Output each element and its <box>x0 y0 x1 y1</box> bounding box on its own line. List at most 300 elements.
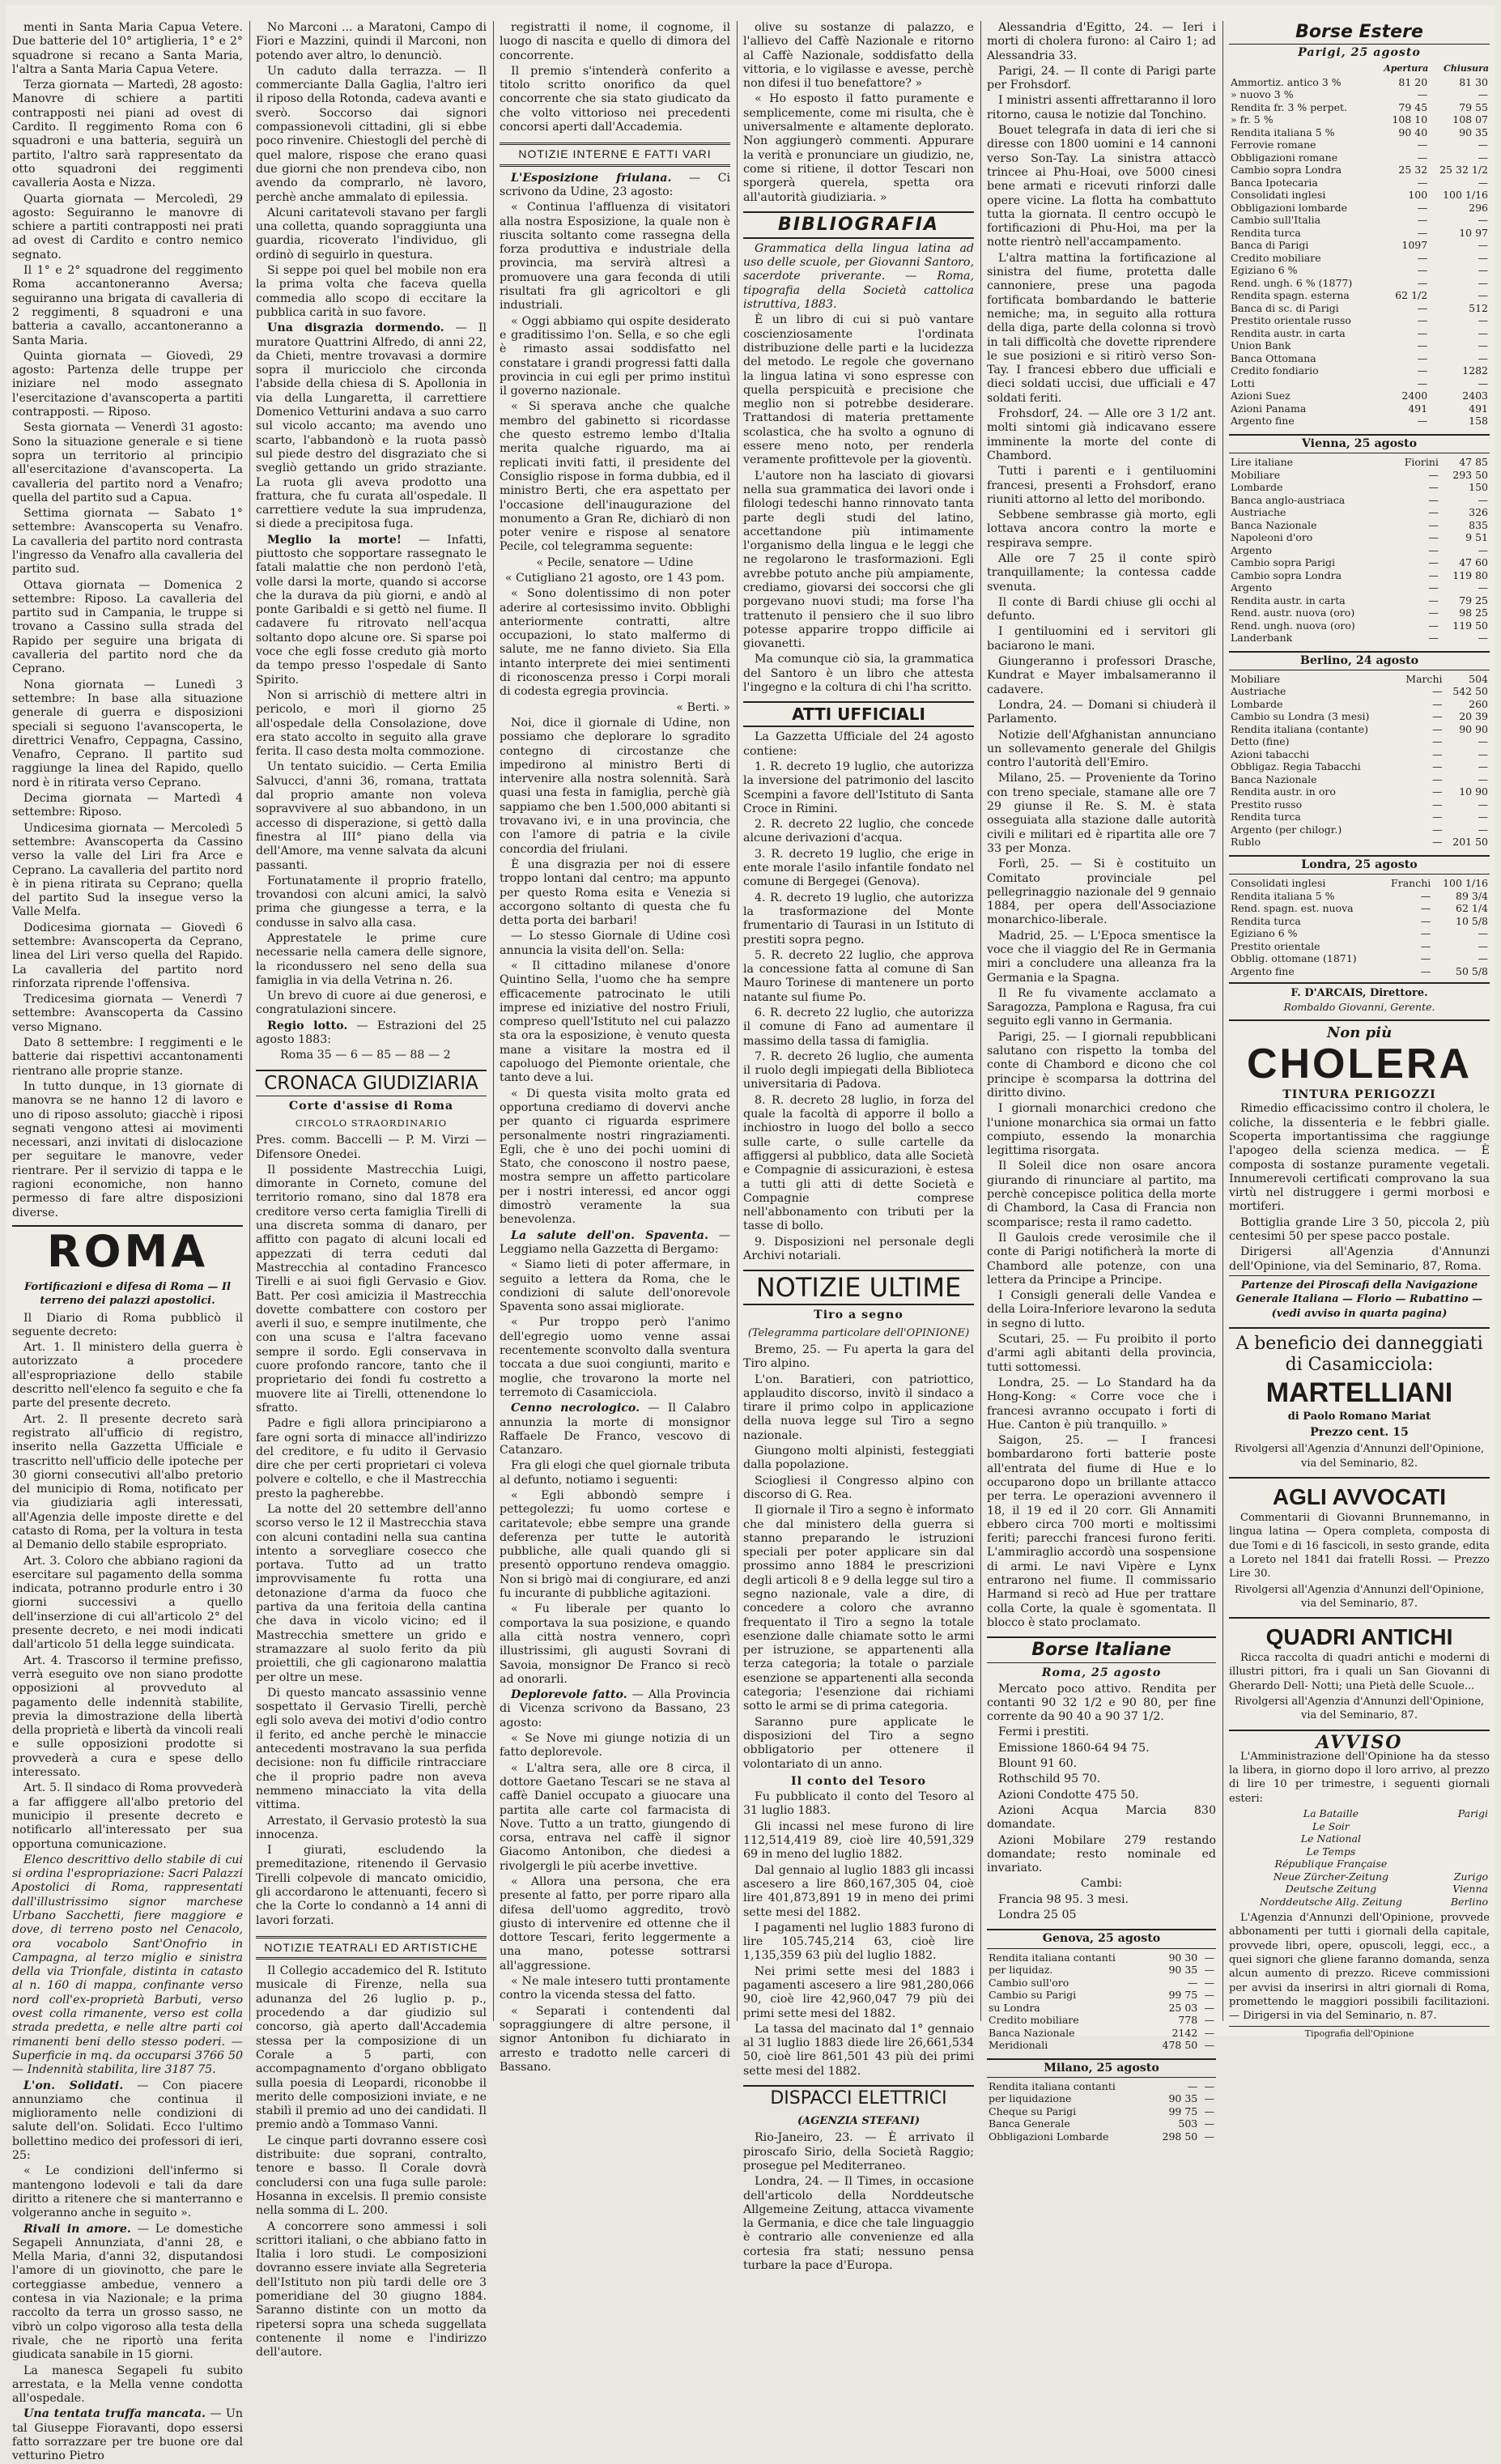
paragraph: Milano, 25. — Proveniente da Torino con treno speciale, stamane alle ore 7 29 giunse il Re. S. M. è stata osseguiata alla stazione dalle autorità civili e militari ed è ripartita alle ore 7 33 per Monza. <box>987 772 1216 855</box>
quote-label: Banca di Parigi <box>1231 239 1309 252</box>
quote-row <box>987 1951 1216 1964</box>
quote-row <box>987 2080 1216 2093</box>
quote-value: — <box>1420 889 1431 902</box>
quote-row <box>1229 735 1490 748</box>
market-city: Londra, 25 agosto <box>1229 855 1490 875</box>
quote-label: Obbligaz. Regia Tabacchi <box>1231 760 1361 773</box>
quote-row <box>1229 164 1490 177</box>
news-item <box>500 172 730 200</box>
telegram-date: « Cutigliano 21 agosto, ore 1 43 pom. <box>504 571 725 585</box>
ad-headline: QUADRI ANTICHI <box>1265 1624 1453 1650</box>
quote-row <box>1229 456 1490 469</box>
quote-value: 90 90 <box>1459 722 1488 735</box>
article-title: Il conto del Tesoro <box>791 1774 926 1788</box>
ad-body: Ricca raccolta di quadri antichi e moderni di illustri pittori, fra i quali un San Giovanni di Gherardo Dell- Notti; una Pietà delle Scuole... <box>1229 1652 1490 1692</box>
paragraph: « Continua l'affluenza di visitatori alla nostra Esposizione, la quale non è riuscita soltanto come rassegna della forza produttiva e industriale della provincia, ma servirà altresì a promuovere una gara feconda di utili risultati fra gli agricoltori e gli industriali. <box>500 201 730 313</box>
quote-row <box>1229 289 1490 302</box>
ad-body: Commentarii di Giovanni Brunnemanno, in lingua latina — Opera completa, composta di due Tomi e di 16 fascicoli, in sesto grande, edita a Loreto nel 1841 dai fratelli Rossi. — Prezzo Lire 30. <box>1229 1512 1490 1581</box>
quote-value: — <box>1428 632 1439 645</box>
paragraph: Rio-Janeiro, 23. — È arrivato il piroscafo Sirio, della Società Raggio; prosegue pel Mediterraneo. <box>743 2131 974 2172</box>
quote-value: 89 3/4 <box>1456 889 1488 902</box>
quote-value: — <box>1204 2026 1214 2039</box>
quote-label: Lombarde <box>1231 697 1283 710</box>
news-body: — Leggiamo nella Gazzetta di Bergamo: <box>500 1228 730 1256</box>
quote-row <box>1229 890 1490 903</box>
quote-value: — <box>1417 314 1428 327</box>
quote-label: Detto (fine) <box>1231 735 1290 748</box>
paragraph: Fortunatamente il proprio fratello, trovandosi con alcuni amici, la salvò prima che giungesse a terra, e la condusse in salvo alla casa. <box>256 874 487 930</box>
paragraph: « Ho esposto il fatto puramente e semplicemente, come mi risulta, che è universalmente e altamente deplorato. Non aggiungerò commenti. Appurare la verità e pronunciare un giudizio, ne, come si ritiene, il dottor Tescari non sporgerà querela, spetta ora all'autorità giudiziaria. » <box>743 92 974 204</box>
quote-value: — <box>1478 351 1488 364</box>
quote-value: — <box>1417 351 1428 364</box>
quote-value: 296 <box>1469 201 1488 214</box>
quote-row <box>1229 965 1490 978</box>
quote-label: Rendita italiana contanti <box>989 1951 1116 1964</box>
paragraph: Un caduto dalla terrazza. — Il commerciante Dalla Gaglia, l'altro ieri il riposo della Rotonda, cadeva avanti e sverò. Soccorso dai signori compassionevoli cittadini, gli si ebbe poco rinvenire. Chiestogli del perchè di quel malore, rispose che erano quasi due giorni che non prendeva cibo, non avendo da comprarlo, nè lavoro, perchè anche ammalato di epilessia. <box>256 64 487 204</box>
quote-value: — <box>1432 747 1443 760</box>
paragraph: Notizie dell'Afghanistan annunciano un sollevamento generale del Ghilgis contro l'autorità dell'Emiro. <box>987 728 1216 770</box>
quote-value: — <box>1432 697 1443 710</box>
quote-value: — <box>1204 1976 1214 1989</box>
lotto-numbers: Roma 35 — 6 — 85 — 88 — 2 <box>280 1049 451 1062</box>
quote-value: — <box>1432 685 1443 698</box>
paragraph: Sciogliesi il Congresso alpino con discorso di G. Rea. <box>743 1474 974 1501</box>
quote-value: 100 1/16 <box>1443 877 1488 890</box>
quote-value: — <box>1420 927 1431 940</box>
quote-value: 50 5/8 <box>1456 964 1488 977</box>
quote-row <box>987 1977 1216 1989</box>
news-body: — Infatti, piuttosto che sopportare rassegnato le fatali malattie che non perdonò l'età, volle darsi la morte, quando si accorse che la durava da più giorni, e andò al ponte Garibaldi e si gettò nel fiume. Il cadavere fu ritrovato nell'acqua soltanto dopo alcune ore. Si sparse poi voce che egli fosse creduto già morto da tempo presso l'ospedale di Santo Spirito. <box>256 533 487 687</box>
quote-row <box>1229 469 1490 482</box>
column-1 <box>12 21 244 2463</box>
ad-notice: Partenze dei Piroscafi della Navigazione Generale Italiana — Florio — Rubattino — (vedi avviso in quarta pagina) <box>1229 1275 1490 1321</box>
quote-row <box>1229 544 1490 557</box>
quote-label: République Française <box>1274 1858 1388 1870</box>
paragraph: « Le condizioni dell'infermo si mantengono lodevoli e tali da dare diritto a ritenere che si manterranno e volgeranno anche in seguito ». <box>12 2164 243 2220</box>
quote-value: 90 40 <box>1398 126 1428 138</box>
quote-row <box>1229 811 1490 823</box>
quote-value <box>1433 1820 1490 1833</box>
paragraph: « Allora una persona, che era presente al fatto, per porre riparo alla difesa dell'uomo aggredito, trovò giusto di intervenire ed ottenne che il dottore Tescari, ferito leggermente a una mano, potesse sottrarsi all'aggressione. <box>500 1875 730 1972</box>
quote-row <box>987 2002 1216 2015</box>
market-city: Roma, 25 agosto <box>1041 1666 1162 1680</box>
quote-value: — <box>1204 2039 1214 2052</box>
paragraph: 8. R. decreto 28 luglio, in forza del quale la facoltà di apporre il bollo a inchiostro in luogo del bollo a secco sulle carte, o sulle cartelle da affiggersi al pubblico, data alle Società e Compagnie di assicurazioni, è estesa a tutti gli atti di dette Società e Compagnie comprese nell'abbonamento con tributi per la tasse di bollo. <box>743 1093 974 1233</box>
quote-value: 90 35 <box>1459 126 1488 138</box>
ad-headline: AGLI AVVOCATI <box>1272 1484 1447 1510</box>
paper-row <box>1229 1820 1490 1833</box>
quote-value: 62 1/4 <box>1456 902 1488 915</box>
quote-value: — <box>1417 251 1428 264</box>
news-body: — Un tal Giuseppe Fioravanti, dopo essersi fatto sorrazzare per tre buone ore dal vetturino Pietro <box>12 2407 243 2463</box>
quote-value: 90 35 <box>1168 1964 1198 1977</box>
quote-value: — <box>1428 568 1439 581</box>
quote-value: 108 07 <box>1452 113 1488 126</box>
quote-value: Zurigo <box>1453 1870 1488 1883</box>
ad-body: L'Agenzia d'Annunzi dell'Opinione, provvede abbonamenti per tutti i giornali della capitale, provvede libri, opere, opuscoli, leggi, ecc., a quei signori che gliene faranno domanda, senza alcun aumento di prezzo. Riceve commissioni per avvisi da inserirsi in altri giornali di Roma, promettendo le maggiori possibili facilitazioni. — Dirigersi in via del Seminario, n. 87. <box>1229 1912 1490 2023</box>
quote-label: Rend. spagn. est. nuova <box>1231 902 1354 915</box>
quote-row <box>1229 227 1490 240</box>
article-subtitle: (Telegramma particolare dell'OPINIONE) <box>747 1326 970 1339</box>
paper-row <box>1229 1896 1490 1909</box>
column-6 <box>1229 21 1490 2040</box>
quote-value: — <box>1428 594 1439 606</box>
quote-label: Ferrovie romane <box>1231 138 1316 151</box>
quote-label: » nuovo 3 % <box>1231 88 1294 101</box>
ad-avviso <box>1229 1730 1490 2046</box>
ad-contact: Rivolgersi all'Agenzia d'Annunzi dell'Opinione, via del Seminario, 82. <box>1234 1443 1485 1470</box>
court-session: CIRCOLO STRAORDINARIO <box>295 1117 448 1129</box>
news-heading: L'Esposizione friulana. <box>511 171 672 185</box>
quote-value: — <box>1478 493 1488 506</box>
section-title-notizie: NOTIZIE INTERNE E FATTI VARI <box>500 143 730 166</box>
market-city: Parigi, 25 agosto <box>1298 46 1421 59</box>
quote-label: Le National <box>1300 1832 1361 1845</box>
quote-row <box>1229 364 1490 377</box>
quote-value: 491 <box>1469 402 1488 415</box>
quote-label: Obbligazioni lombarde <box>1231 201 1348 214</box>
quote-value: — <box>1432 722 1443 735</box>
quote-value: — <box>1432 811 1443 823</box>
paper-row <box>1229 1870 1490 1883</box>
quote-value: — <box>1478 377 1488 389</box>
quote-value: — <box>1420 902 1431 915</box>
paper-row <box>1229 1858 1490 1870</box>
paragraph: È una disgrazia per noi di essere troppo lontani dal centro; ma appunto per questo Roma esita e Venezia si accorgono soltanto di questa che fu detta porta dei barbari! <box>500 858 730 928</box>
quote-label: per liquidaz. <box>989 1964 1053 1977</box>
quote-value: — <box>1478 927 1488 940</box>
table-header: Apertura <box>1384 63 1429 74</box>
paragraph: Sesta giornata — Venerdì 31 agosto: Sono la situazione generale e si tiene sopra un territorio al principio all'esercitazione d'avanscoperta. La cavalleria del partito nord a Venafro; quella del partito sud a Capua. <box>12 421 243 504</box>
exchange-label: Cambi: <box>1080 1877 1123 1891</box>
quote-value: 512 <box>1469 301 1488 314</box>
quote-label: Obbligazioni romane <box>1231 151 1338 164</box>
quote-row <box>1229 481 1490 494</box>
quote-value: — <box>1204 2104 1214 2117</box>
quote-value: — <box>1417 326 1428 339</box>
paragraph: Undicesima giornata — Mercoledì 5 settembre: Avanscoperta da Cassino verso la valle del Liri fra Arce e Ceprano. La cavalleria del partito nord è in piena ritirata su Ceprano; quella del partito Sud la insegue verso la Valle Melfa. <box>12 821 243 919</box>
quote-label: La Bataille <box>1303 1807 1359 1820</box>
quote-value: — <box>1478 214 1488 227</box>
quote-row <box>1229 902 1490 915</box>
quote-value: — <box>1478 543 1488 556</box>
quote-value: — <box>1432 798 1443 811</box>
quote-value: 2142 <box>1171 2026 1198 2039</box>
ad-headline: CHOLERA <box>1246 1040 1473 1088</box>
quote-value: — <box>1417 276 1428 289</box>
quote-row <box>1229 952 1490 965</box>
paragraph: Dato 8 settembre: I reggimenti e le batterie dai rispettivi accantonamenti rientrano alle proprie stanze. <box>12 1036 243 1078</box>
paragraph: Ma comunque ciò sia, la grammatica del Santoro è un libro che attesta l'ingegno e la coltura di chi l'ha scritto. <box>743 653 974 695</box>
news-item <box>500 1402 730 1458</box>
quote-label: su Londra <box>989 2001 1040 2014</box>
quote-label: Rendita italiana contanti <box>989 2079 1116 2092</box>
paragraph: Tredicesima giornata — Venerdì 7 settembre: Avanscoperta da Cassino verso Mignano. <box>12 993 243 1034</box>
quote-row <box>987 2117 1216 2130</box>
quote-value: — <box>1204 2014 1214 2027</box>
news-heading: Meglio la morte! <box>267 533 402 547</box>
quote-label: Rend. ungh. nuova (oro) <box>1231 619 1355 632</box>
quote-value <box>1433 1858 1490 1870</box>
paragraph: È un libro di cui si può vantare coscienziosamente l'ordinata distribuzione delle parti e la lucidezza del metodo. Le regole che governano la lingua latina vi sono espresse con quella perspicuità e precisione che meglio non si potrebbe desiderare. Trattandosi di materia prettamente scolastica, che ha svolto a ognuno di essere meno noto, per renderla veramente profittevole per la gioventù. <box>743 313 974 467</box>
quote-value: 99 75 <box>1168 1989 1198 2002</box>
quote-row <box>1229 314 1490 327</box>
paragraph: Il premio s'intenderà conferito a titolo scritto onorifico da quel concorrente che sia stato giudicato da che volto vittorioso nei precedenti concorsi aperti dall'Accademia. <box>500 64 730 134</box>
quote-value <box>1433 1832 1490 1845</box>
market-city: Genova, 25 agosto <box>987 1929 1216 1948</box>
quote-value: — <box>1478 811 1488 823</box>
quote-value: — <box>1478 176 1488 189</box>
quote-value: 542 50 <box>1452 685 1488 698</box>
quote-row <box>1229 214 1490 227</box>
quote-row <box>1229 302 1490 315</box>
news-heading: Deplorevole fatto. <box>511 1688 627 1702</box>
quote-label: Argento <box>1231 543 1273 556</box>
quote-value: 90 30 <box>1168 1951 1198 1964</box>
paragraph: Dodicesima giornata — Giovedì 6 settembre: Avanscoperta da Ceprano, linea del Liri verso quella del Rapido. La cavalleria del partito nord rinforzata riprende l'offensiva. <box>12 921 243 990</box>
quote-label: Prestito orientale russo <box>1231 314 1351 327</box>
printer-line: Tipografia dell'Opinione <box>1229 2026 1490 2041</box>
market-city: Vienna, 25 agosto <box>1229 434 1490 453</box>
paragraph: Il Re fu vivamente acclamato a Saragozza, Pamplona e Ragusa, fra cui seguito egli vanno in Germania. <box>987 986 1216 1028</box>
quote-value: — <box>1428 531 1439 544</box>
quote-row <box>1229 748 1490 761</box>
quote-row <box>1229 113 1490 126</box>
paragraph: Art. 5. Il sindaco di Roma provvederà a far affiggere all'albo pretorio del municipio il presente decreto e notificarlo all'interessato per sua opportuna comunicazione. <box>12 1781 243 1851</box>
paragraph: Rothschild 95 70. <box>998 1772 1101 1786</box>
paragraph: Saigon, 25. — I francesi bombardarono forti batterie poste all'entrata del fiume di Hue e lo occuparono dopo un brillante attacco per terra. Le operazioni avvennero il 18, il 19 ed il 20 corr. Gli Annamiti ebbero circa 700 morti e moltissimi feriti; parecchi francesi furono feriti. L'ammiraglio accordò una sospensione di armi. Le navi Vipère e Lynx entrarono nel fiume. Il commissario Harmand si recò ad Hue per trattare colla Corte, la quale è sgomentata. Il blocco è stato proclamato. <box>987 1434 1216 1629</box>
paragraph: Fermi i prestiti. <box>998 1726 1090 1739</box>
quote-value: 1282 <box>1462 364 1488 377</box>
quote-value: 478 50 <box>1162 2039 1198 2052</box>
quote-value: — <box>1204 1964 1214 1977</box>
ad-cholera <box>1229 1019 1490 1327</box>
quote-row <box>1229 569 1490 582</box>
quote-value: — <box>1428 468 1439 481</box>
paragraph: « Di questa visita molto grata ed opportuna crediamo di dovervi anche per quanto ci riguarda esprimere personalmente nostri ringraziamenti. Egli, che è uno dei pochi uomini di Stato, che conoscono il nostro paese, mostra sempre un affetto particolare per i nostri interessi, ed ancor oggi dimostrò veramente la sua benevolenza. <box>500 1087 730 1227</box>
quote-value: — <box>1204 2117 1214 2130</box>
quote-value: — <box>1478 239 1488 252</box>
quote-value: — <box>1478 760 1488 773</box>
quote-row <box>1229 710 1490 723</box>
quote-value: — <box>1420 914 1431 927</box>
section-title-ultime: NOTIZIE ULTIME <box>743 1270 974 1305</box>
quote-value: — <box>1478 339 1488 352</box>
quote-value: — <box>1478 747 1488 760</box>
paragraph: Londra, 24. — Il Times, in occasione dell'articolo della Norddeutsche Allgemeine Zeitung, attacca vivamente la Germania, e dice che tale linguaggio è contrario alle convenienze ed alla cortesia fra stati; nessuno pensa turbare la pace d'Europa. <box>743 2175 974 2273</box>
quote-label: Cheque su Parigi <box>989 2104 1077 2117</box>
paragraph: Alcuni caritatevoli stavano per fargli una colletta, quando sopraggiunta una guardia, ricoverato l'individuo, gli ordinò di seguirlo in questura. <box>256 206 487 262</box>
quote-value: 47 60 <box>1459 556 1488 569</box>
news-item <box>12 2079 243 2164</box>
paragraph: Un brevo di cuore ai due generosi, e congratulazioni sincere. <box>256 989 487 1017</box>
column-rule <box>737 21 738 2021</box>
paragraph: Il Gaulois crede verosimile che il conte di Parigi notificherà la morte di Chambord alle potenze, con una lettera da Principe a Principe. <box>987 1231 1216 1287</box>
quote-value: — <box>1432 772 1443 785</box>
quote-row <box>1229 352 1490 365</box>
news-heading: Cenno necrologico. <box>511 1402 640 1415</box>
quote-value: 100 <box>1408 189 1428 202</box>
news-item <box>12 2223 243 2363</box>
paragraph: « Si sperava anche che qualche membro del gabinetto si ricordasse che questo estremo lembo d'Italia merita qualche riguardo, ma ai replicati inviti fatti, il presidente del Consiglio rispose in forma dubbia, ed il ministro Berti, che era aspettato per l'occasione dell'inaugurazione del monumento a Gran Re, dichiarò di non poter venire e rispose al senatore Pecile, col telegramma seguente: <box>500 400 730 554</box>
quote-value: Parigi <box>1457 1807 1488 1820</box>
quote-label: Consolidati inglesi <box>1231 877 1326 890</box>
paragraph: 5. R. decreto 22 luglio, che approva la concessione fatta al comune di San Mauro Torinese di mantenere un porto natante sul fiume Po. <box>743 948 974 1004</box>
news-body: — Alla Provincia di Vicenza scrivono da Bassano, 23 agosto: <box>500 1688 730 1730</box>
quote-label: per liquidazione <box>989 2092 1072 2105</box>
paper-row <box>1229 1807 1490 1820</box>
quote-label: Banca anglo-austriaca <box>1231 493 1346 506</box>
quote-value: 47 85 <box>1459 456 1488 469</box>
quote-value: 108 10 <box>1392 113 1428 126</box>
section-title-atti: ATTI UFFICIALI <box>743 701 974 727</box>
paragraph: Azioni Acqua Marcia 830 domandate. <box>987 1803 1216 1832</box>
quote-row <box>1229 101 1490 114</box>
quote-value: — <box>1478 735 1488 748</box>
quote-value: — <box>1478 289 1488 302</box>
paragraph: Fu pubblicato il conto del Tesoro al 31 luglio 1883. <box>743 1790 974 1818</box>
quote-value: — <box>1478 314 1488 327</box>
paragraph: Londra, 25. — Lo Standard ha da Hong-Kong: « Corre voce che i francesi avranno occupato i forti di Hue. Canton è più tranquillo. » <box>987 1376 1216 1432</box>
genova-quotes-table <box>987 1951 1216 2052</box>
quote-row <box>1229 88 1490 101</box>
quote-value: — <box>1478 276 1488 289</box>
quote-value: — <box>1478 88 1488 101</box>
paragraph: « Oggi abbiamo qui ospite desiderato e graditissimo l'on. Sella, e so che egli è rimasto assai soddisfatto nel constatare i grandi progressi fatti dalla provincia in cui egli per primo instituì il governo nazionale. <box>500 314 730 398</box>
news-body: — Ci scrivono da Udine, 23 agosto: <box>500 171 730 198</box>
quote-row <box>1229 915 1490 928</box>
quote-row <box>987 2130 1216 2143</box>
quote-value: 81 20 <box>1398 75 1428 88</box>
paragraph: Alle ore 7 25 il conte spirò tranquillamente; la contessa cadde svenuta. <box>987 551 1216 594</box>
quote-value: — <box>1478 952 1488 965</box>
quote-row <box>1229 594 1490 607</box>
news-heading: Una tentata truffa mancata. <box>23 2407 206 2421</box>
quote-value: — <box>1432 823 1443 836</box>
paragraph: Di questo mancato assassinio venne sospettato il Gervasio Tirelli, perchè egli solo aveva dei motivi d'odio contro il ferito, ed anche perchè le minaccie antecedenti mostravano la sua perfida decisione: non fu difficile rintracciare che il proprio padre non aveva nemmeno minacciato la vita della vittima. <box>256 1686 487 1812</box>
quote-value: 260 <box>1469 697 1488 710</box>
quote-label: Cambio su Parigi <box>989 1989 1077 2002</box>
milano-quotes-table <box>987 2080 1216 2143</box>
quote-value: 10 90 <box>1459 785 1488 798</box>
ad-price: Prezzo cent. 15 <box>1310 1426 1409 1440</box>
paragraph: In tutto dunque, in 13 giornate di manovra se ne hanno 12 di lavoro e uno di riposo assoluto; giacchè i riposi segnati vengono attesi ai movimenti necessari, anzi invitati di dislocazione per seguitare le manovre, veder rientrare. Per il servizio di tappa e le ragioni economiche, non hanno permesso di fare altre disposizioni diverse. <box>12 1079 243 1219</box>
paragraph: menti in Santa Maria Capua Vetere. Due batterie del 10° artiglieria, 1° e 2° squadrone si recano a Santa Maria, l'altra a Santa Maria Capua Vetere. <box>12 21 243 76</box>
quote-label: Rendita turca <box>1231 811 1301 823</box>
quote-value: — <box>1204 1951 1214 1964</box>
paragraph: L'altra mattina la fortificazione al sinistra del fiume, protetta dalle cannoniere, prese una pagoda fortificata bombardando le batterie nemiche; ma, in seguito alla rottura della diga, parte della colonna si trovò in tali difficoltà che dovette riprendere le sue posizioni e si ritirò verso Son-Tay. I francesi ebbero due ufficiali e dieci soldati uccisi, due ufficiali e 47 soldati feriti. <box>987 251 1216 405</box>
signature: « Berti. » <box>676 700 730 714</box>
quote-value: — <box>1204 2001 1214 2014</box>
quote-value: — <box>1428 543 1439 556</box>
paragraph: Dal gennaio al luglio 1883 gli incassi ascesero a lire 860,167,305 04, cioè lire 401,873,891 19 in meno dei primi sette mesi del 1882. <box>743 1863 974 1919</box>
section-title-dispacci: DISPACCI ELETTRICI <box>743 2085 974 2111</box>
ad-kicker: A beneficio dei danneggiati di Casamicciola: <box>1235 1333 1483 1375</box>
quote-row <box>1229 723 1490 736</box>
quote-value: 119 80 <box>1452 568 1488 581</box>
quote-value: — <box>1478 326 1488 339</box>
paper-row <box>1229 1832 1490 1845</box>
paragraph: Un tentato suicidio. — Certa Emilia Salvucci, d'anni 36, romana, trattata dal proprio amante non voleva sopravvivere al suo abbandono, in un accesso di disperazione, si gettò dalla finestra al III° piano della via dell'Amore, ma venne salvata da alcuni passanti. <box>256 760 487 872</box>
paragraph: Emissione 1860-64 94 75. <box>998 1741 1150 1755</box>
quote-label: Credito mobiliare <box>989 2014 1079 2027</box>
quote-value: — <box>1417 339 1428 352</box>
quote-value: 100 1/16 <box>1443 189 1488 202</box>
quote-label: Neue Zürcher-Zeitung <box>1273 1870 1389 1883</box>
paper-row <box>1229 1845 1490 1858</box>
paragraph: L'autore non ha lasciato di giovarsi nella sua grammatica dei lavori onde i filologi tedeschi hanno rinnovato tanta parte degli studi del latino, accettandone più intimamente l'organismo della lingua e le leggi che ne regolarono le trasformazioni. Egli avrebbe potuto anche più ampiamente, crediamo, giovarsi dei soccorsi che gli porgevano nuovi studi; ma forse l'ha trattenuto il pensiero che il suo libro potesse apparire troppo difficile ai giovanetti. <box>743 469 974 651</box>
section-title-roma: ROMA <box>12 1225 243 1277</box>
paragraph: « Fu liberale per quanto lo comportava la sua posizione, e quando alla città nostra vennero, coprì illustrissimi, gli augusti Sovrani di Savoia, monsignor De Franco si recò ad onorarli. <box>500 1602 730 1686</box>
paragraph: Padre e figli allora principiarono a fare ogni sorta di minacce all'indirizzo del creditore, e fu udito il Gervasio dire che per certi proprietari ci voleva polvere e coltello, e che il Mastrecchia presto la pagherebbe. <box>256 1417 487 1500</box>
paragraph: Blount 91 60. <box>998 1757 1078 1771</box>
quote-value: — <box>1428 606 1439 619</box>
ad-contact: Rivolgersi all'Agenzia d'Annunzi dell'Opinione, via del Seminario, 87. <box>1234 1695 1485 1722</box>
ad-contact: Dirigersi all'Agenzia d'Annunzi dell'Opinione, via del Seminario, 87, Roma. <box>1229 1245 1490 1273</box>
news-item <box>256 534 487 687</box>
quote-value: — <box>1478 939 1488 952</box>
quote-value: Fiorini <box>1404 456 1439 469</box>
article-title: Tiro a segno <box>814 1309 904 1322</box>
director-line: F. D'ARCAIS, Direttore. <box>1229 982 1490 1000</box>
quote-row <box>1229 940 1490 953</box>
quote-label: Le Soir <box>1312 1819 1350 1832</box>
table-header: Chiusura <box>1443 63 1489 74</box>
quote-label: Lotti <box>1231 377 1255 389</box>
quote-value: 119 50 <box>1452 619 1488 632</box>
paragraph: Mercato poco attivo. Rendita per contanti 90 32 1/2 e 90 80, per fine corrente da 90 40 a 90 37 1/2. <box>987 1682 1216 1724</box>
quote-label: Rend. ungh. 6 % (1877) <box>1231 276 1353 289</box>
quote-value: — <box>1417 201 1428 214</box>
quote-label: Austriache <box>1231 685 1286 698</box>
quote-value: — <box>1417 264 1428 277</box>
quote-value: 99 75 <box>1168 2104 1198 2117</box>
quote-value: — <box>1478 581 1488 594</box>
quote-label: Rendita turca <box>1231 914 1301 927</box>
ad-quadri <box>1229 1617 1490 1729</box>
paragraph: Giungono molti alpinisti, festeggiati dalla popolazione. <box>743 1445 974 1472</box>
quote-value: 25 03 <box>1168 2001 1198 2014</box>
paragraph: La notte del 20 settembre dell'anno scorso verso le 12 il Mastrecchia stava con alcuni contadini nella sua cantina intento a sorvegliare cosecco che portava. Tutto ad un tratto improvvisamente fu rotta una detonazione d'arma da fuoco che partiva da una feritoia della cantina che dava in vicolo vicino; ed il Mastrecchia smettere un grido e stramazzare al suolo ferito da più proiettili, che gli cagionarono malattia per oltre un mese. <box>256 1502 487 1684</box>
quote-label: Austriache <box>1231 506 1286 519</box>
paragraph: « L'altra sera, alle ore 8 circa, il dottore Gaetano Tescari se ne stava al caffè Daniel occupato a giuocare una partita alle carte col farmacista di Nove. Tutto a un tratto, giungendo di corsa, entrava nel caffè il signor Giacomo Antonibon, che diedesi a rivolgergli le più acerbe invettive. <box>500 1761 730 1873</box>
paragraph: L'on. Baratieri, con patriottico, applaudito discorso, invitò il sindaco a tirare il primo colpo in applicazione della nuova legge sul Tiro a segno nazionale. <box>743 1372 974 1442</box>
quote-row <box>1229 619 1490 632</box>
column-rule <box>980 21 981 2021</box>
quote-row <box>1229 76 1490 89</box>
news-body: — Le domestiche Segapeli Annunziata, d'anni 28, e Mella Maria, d'anni 32, disputandosi l'amore di un giovinotto, che pare le corteggiasse ambedue, vennero a contesa in via Nazionale; e la prima raccolto da terra un grosso sasso, ne vibrò un colpo vigoroso alla testa della rivale, che ne riportò una ferita giudicata sanabile in 15 giorni. <box>12 2222 243 2362</box>
paragraph: Bremo, 25. — Fu aperta la gara del Tiro alpino. <box>743 1343 974 1371</box>
paragraph: Nona giornata — Lunedì 3 settembre: In base alla situazione generale di guerra e disposizioni speciali si seguono l'avanscoperta, le direttrici Venafro, Ceppagna, Cassino, Venafro, Ceprano. Il partito sud raggiunge la linea del Rapido, quello nord è in ritirata verso Ceprano. <box>12 678 243 789</box>
quote-value: — <box>1478 772 1488 785</box>
quote-value: — <box>1428 481 1439 494</box>
news-body: — Il muratore Quattrini Alfredo, di anni 22, da Chieti, mentre trovavasi a dormire sopra il muricciolo che circonda l'abside della chiesa di S. Apollonia in via della Lungaretta, il carrettiere Domenico Vetturini andava a suo carro sul vicolo accanto; ma avendo uno scarto, l'abbandonò e la ruota passò sul piede destro del disgraziato che si svegliò gettando un grido straziante. La ruota gli aveva prodotto una frattura, che fu curata all'ospedale. Il carrettiere vedute la sua imprudenza, si diede a precipitosa fuga. <box>256 321 487 531</box>
parigi-quotes-table <box>1229 62 1490 428</box>
quote-label: Rend. austr. nuova (oro) <box>1231 606 1355 619</box>
column-rule <box>1222 21 1223 2021</box>
paragraph: I pagamenti nel luglio 1883 furono di lire 105.745,214 63, cioè lire 1,135,359 63 più del luglio 1882. <box>743 1921 974 1963</box>
paragraph: 9. Disposizioni nel personale degli Archivi notariali. <box>743 1235 974 1263</box>
paragraph: 6. R. decreto 22 luglio, che autorizza il comune di Fano ad aumentare il massimo della tassa di famiglia. <box>743 1006 974 1048</box>
paragraph: Parigi, 25. — I giornali repubblicani salutano con rispetto la tomba del conte di Chambord e dicono che col principe è scomparsa la dottrina del diritto divino. <box>987 1030 1216 1100</box>
quote-row <box>1229 673 1490 686</box>
quote-value: — <box>1187 2079 1198 2092</box>
foreign-papers-table <box>1229 1807 1490 1908</box>
quote-value: 10 97 <box>1459 226 1488 239</box>
ad-avvocati <box>1229 1477 1490 1617</box>
quote-label: Consolidati inglesi <box>1231 189 1326 202</box>
paragraph: Quinta giornata — Giovedì, 29 agosto: Partenza delle truppe per iniziare nel modo assegnato l'esercitazione d'avanscoperta a partiti contrapposti. — Riposo. <box>12 349 243 419</box>
